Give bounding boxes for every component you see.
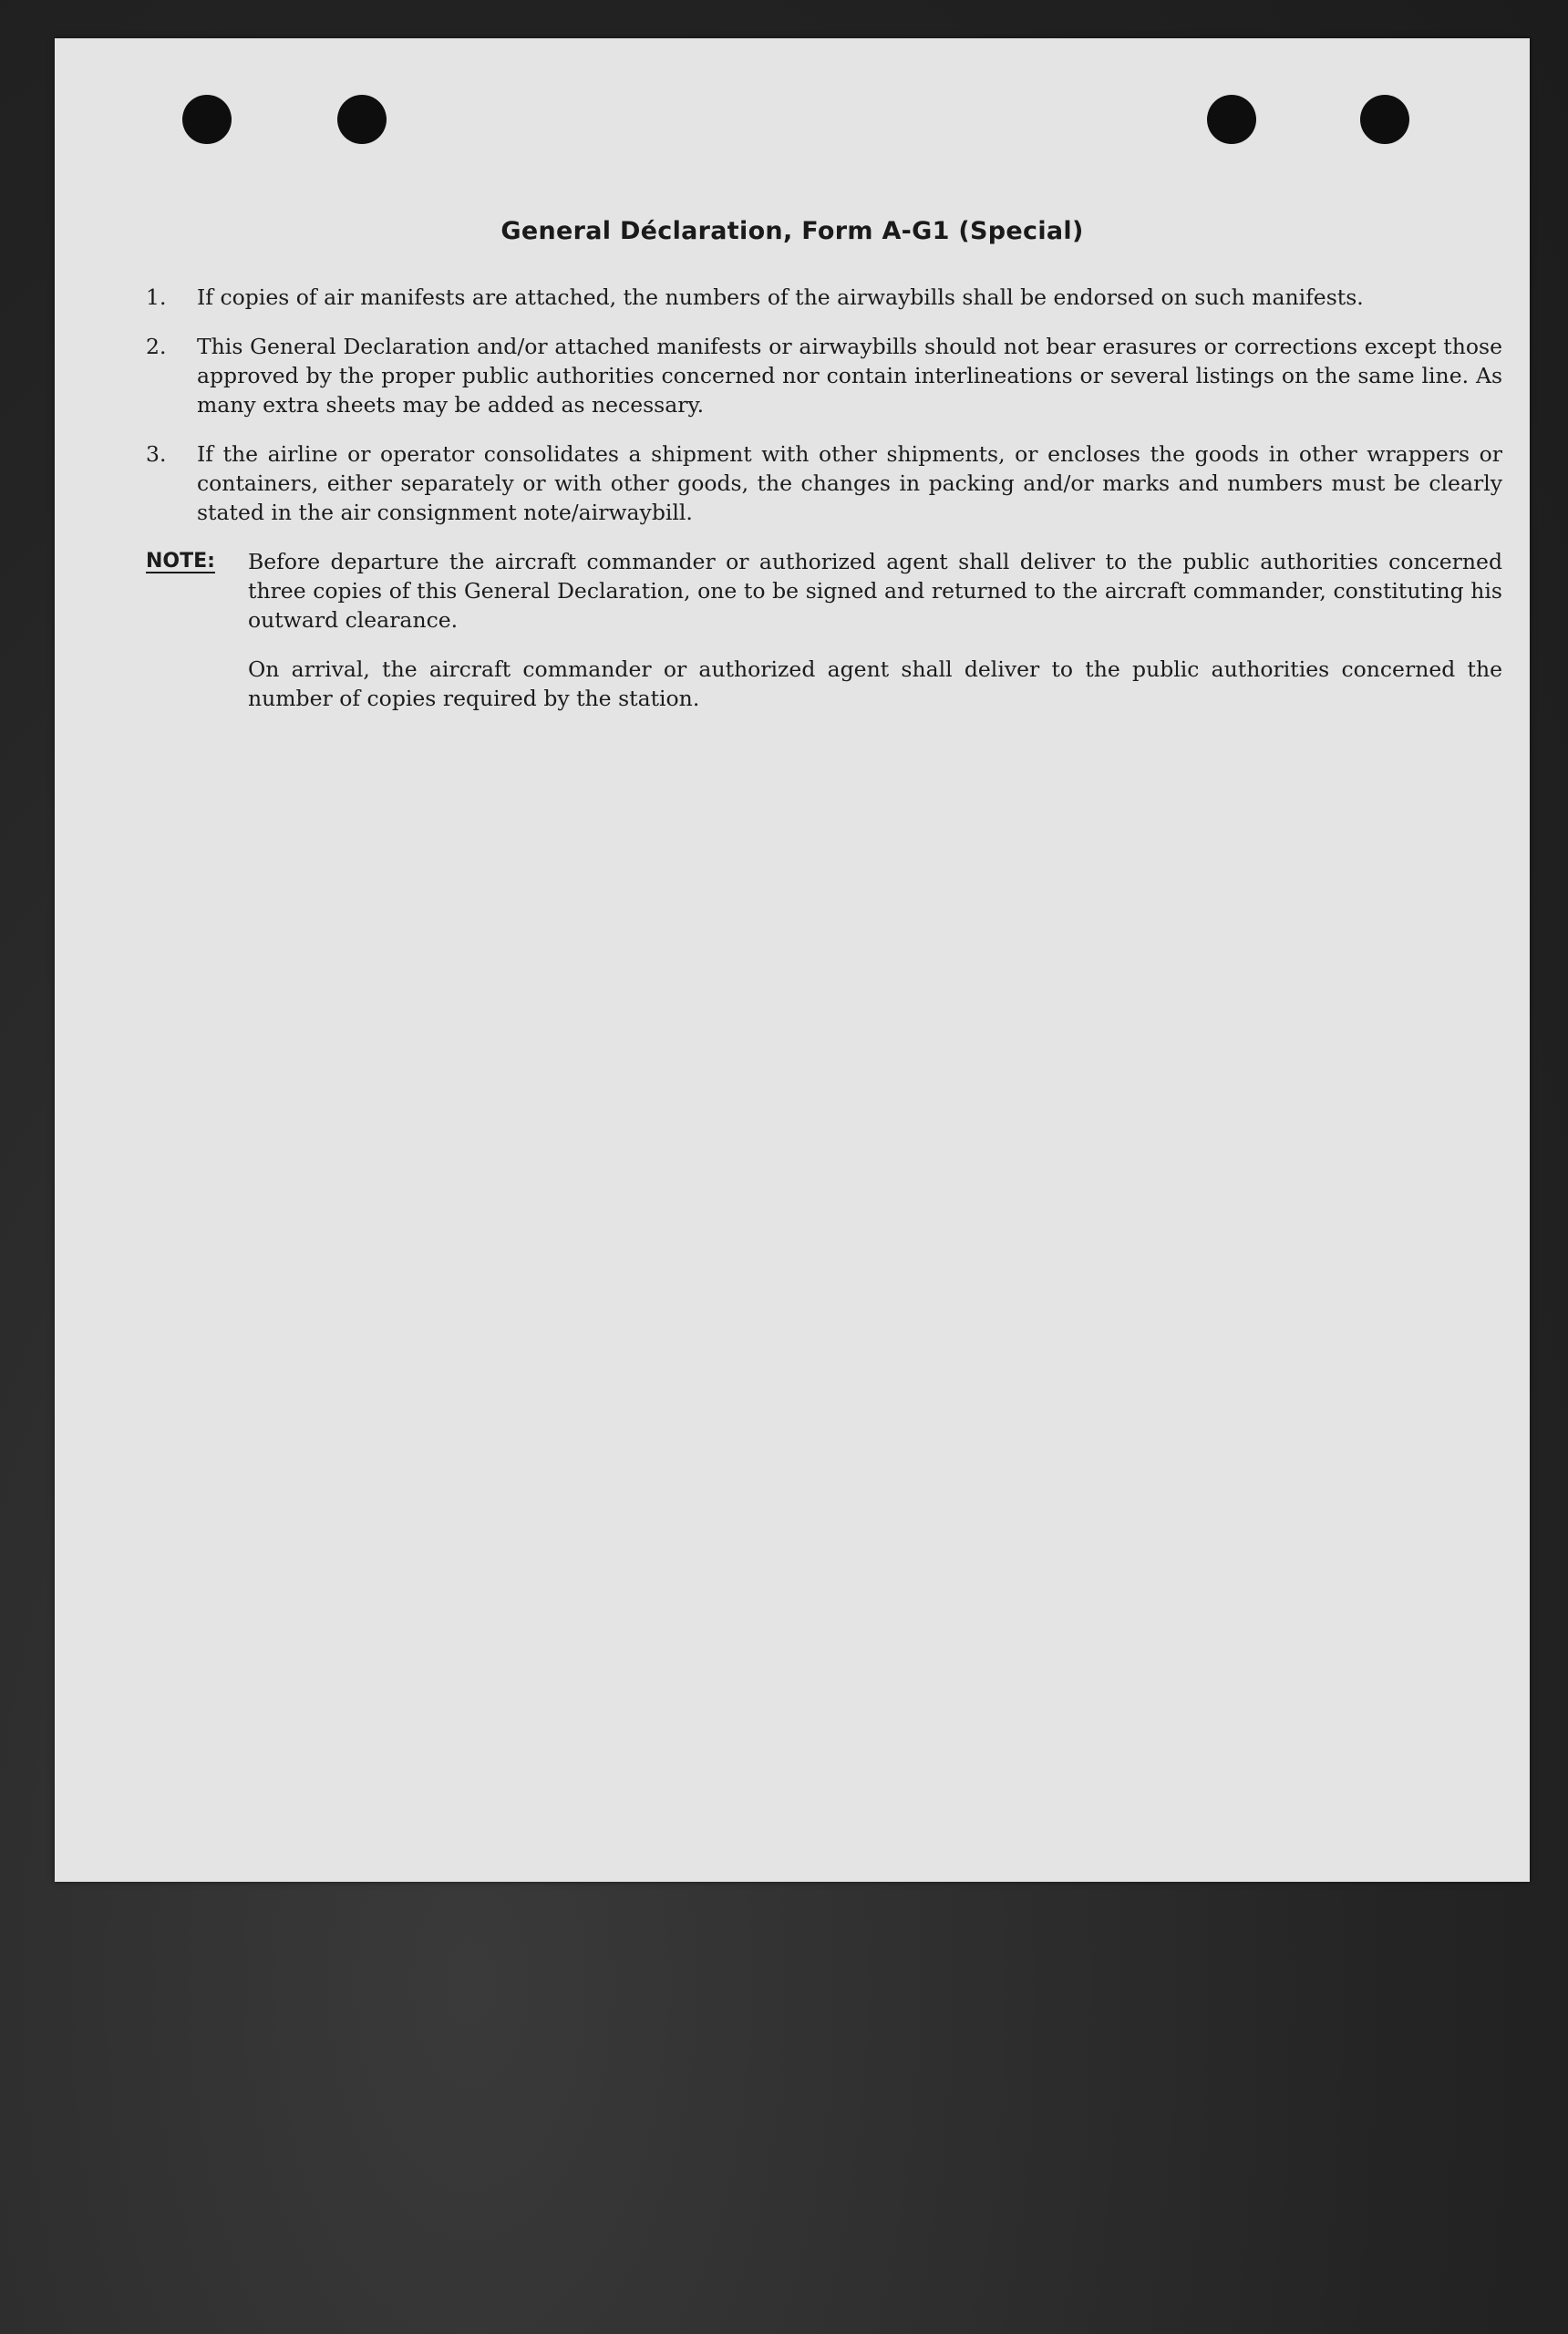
list-item [146,439,1502,527]
note-label: NOTE: [146,550,215,573]
item-number: 1. [146,284,167,310]
punch-hole [337,95,387,144]
item-number: 3. [146,441,167,467]
punch-hole [182,95,232,144]
list-item [146,283,1502,312]
item-number: 2. [146,334,167,359]
note-paragraph: Before departure the aircraft commander or authorized agent shall deliver to the public authorities concerned three copies of this General Declaration, one to be signed and returned to the aircraft commander, constituting his outward clearance. [248,549,1502,633]
note-section [146,547,1502,713]
item-text: This General Declaration and/or attached manifests or airwaybills should not bear erasures or corrections except those approved by the proper public authorities concerned nor contain interlineations or several listings on the same line. As many extra sheets may be added as necessary. [197,334,1502,418]
note-paragraph: On arrival, the aircraft commander or authorized agent shall deliver to the public authorities concerned the number of copies required by the station. [248,656,1502,711]
punch-hole [1207,95,1256,144]
item-text: If copies of air manifests are attached, the numbers of the airwaybills shall be endorsed on such manifests. [197,284,1364,310]
punch-hole [1360,95,1409,144]
document-page [55,38,1530,1882]
instructions-list [146,283,1502,733]
document-title: General Déclaration, Form A-G1 (Special) [500,217,1084,245]
list-item [146,332,1502,419]
item-text: If the airline or operator consolidates a shipment with other shipments, or encloses the goods in other wrappers or containers, either separately or with other goods, the changes in packing and/or marks and numbers must be clearly stated in the air consignment note/airwaybill. [197,441,1502,525]
